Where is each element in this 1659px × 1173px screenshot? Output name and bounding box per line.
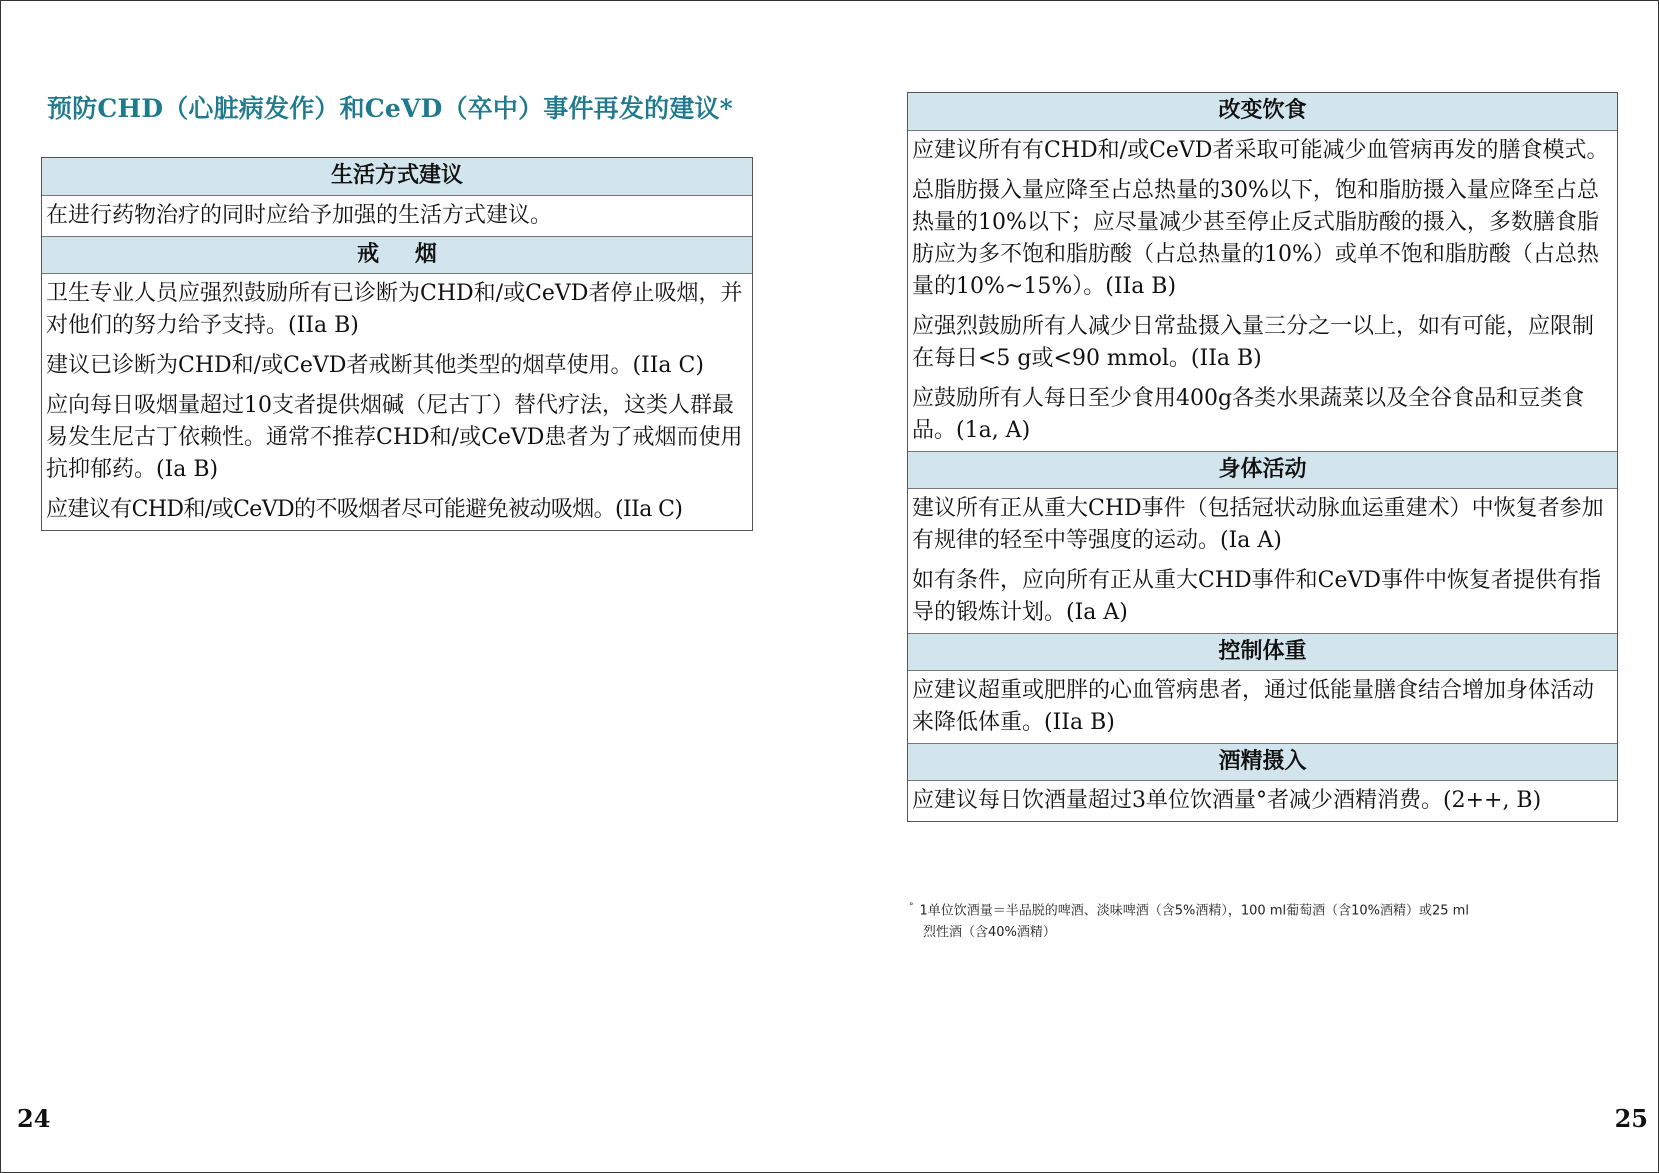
section-heading-diet: 改变饮食 <box>908 93 1617 131</box>
smoking-paragraph-2: 建议已诊断为CHD和/或CeVD者戒断其他类型的烟草使用。(IIa C) <box>46 353 704 378</box>
diet-paragraph-3: 应强烈鼓励所有人减少日常盐摄入量三分之一以上，如有可能，应限制在每日<5 g或<90 mmol。(IIa B) <box>912 314 1595 371</box>
footnote-line-1: 1单位饮酒量＝半品脱的啤酒、淡味啤酒（含5%酒精），100 ml葡萄酒（含10%酒精）或25 ml <box>919 903 1469 919</box>
diet-paragraph-2: 总脂肪摄入量应降至占总热量的30%以下，饱和脂肪摄入量应降至占总热量的10%以下；应尽量减少甚至停止反式脂肪酸的摄入，多数膳食脂肪应为多不饱和脂肪酸（占总热量的10%）或单不饱和脂肪酸（占总热量的10%~15%）。(IIa B) <box>912 178 1599 299</box>
smoking-paragraph-4: 应建议有CHD和/或CeVD的不吸烟者尽可能避免被动吸烟。(IIa C) <box>46 497 683 522</box>
section-heading-weight-control: 控制体重 <box>908 633 1617 671</box>
weight-paragraph: 应建议超重或肥胖的心血管病患者，通过低能量膳食结合增加身体活动来降低体重。(IIa B) <box>912 678 1595 735</box>
left-recommendation-box <box>41 157 753 531</box>
section-heading-lifestyle: 生活方式建议 <box>42 158 752 196</box>
lifestyle-paragraph: 在进行药物治疗的同时应给予加强的生活方式建议。 <box>46 203 553 228</box>
activity-paragraph-1: 建议所有正从重大CHD事件（包括冠状动脉血运重建术）中恢复者参加有规律的轻至中等强度的运动。(Ia A) <box>912 496 1604 553</box>
section-heading-smoking: 戒 烟 <box>42 236 752 274</box>
section-heading-alcohol: 酒精摄入 <box>908 743 1617 781</box>
diet-paragraph-4: 应鼓励所有人每日至少食用400g各类水果蔬菜以及全谷食品和豆类食品。(1a, A) <box>912 386 1585 443</box>
smoking-paragraph-3: 应向每日吸烟量超过10支者提供烟碱（尼古丁）替代疗法，这类人群最易发生尼古丁依赖性。通常不推荐CHD和/或CeVD患者为了戒烟而使用抗抑郁药。(Ia B) <box>46 393 743 482</box>
smoking-paragraph-1: 卫生专业人员应强烈鼓励所有已诊断为CHD和/或CeVD者停止吸烟，并对他们的努力给予支持。(IIa B) <box>46 281 743 338</box>
section-heading-physical-activity: 身体活动 <box>908 451 1617 489</box>
page-title: 预防CHD（心脏病发作）和CeVD（卒中）事件再发的建议* <box>47 94 733 123</box>
right-recommendation-box <box>907 92 1618 822</box>
alcohol-paragraph: 应建议每日饮酒量超过3单位饮酒量°者减少酒精消费。(2++, B) <box>912 788 1542 813</box>
diet-paragraph-1: 应建议所有有CHD和/或CeVD者采取可能减少血管病再发的膳食模式。 <box>912 138 1609 163</box>
two-page-spread <box>1 1 1658 1172</box>
activity-paragraph-2: 如有条件，应向所有正从重大CHD事件和CeVD事件中恢复者提供有指导的锻炼计划。(Ia A) <box>912 568 1602 625</box>
page-number-left: 24 <box>17 1104 51 1133</box>
page-number-right: 25 <box>1614 1104 1648 1133</box>
footnote <box>909 896 1619 944</box>
footnote-mark: ° <box>909 902 914 912</box>
footnote-line-2: 烈性酒（含40%酒精） <box>923 925 1056 941</box>
